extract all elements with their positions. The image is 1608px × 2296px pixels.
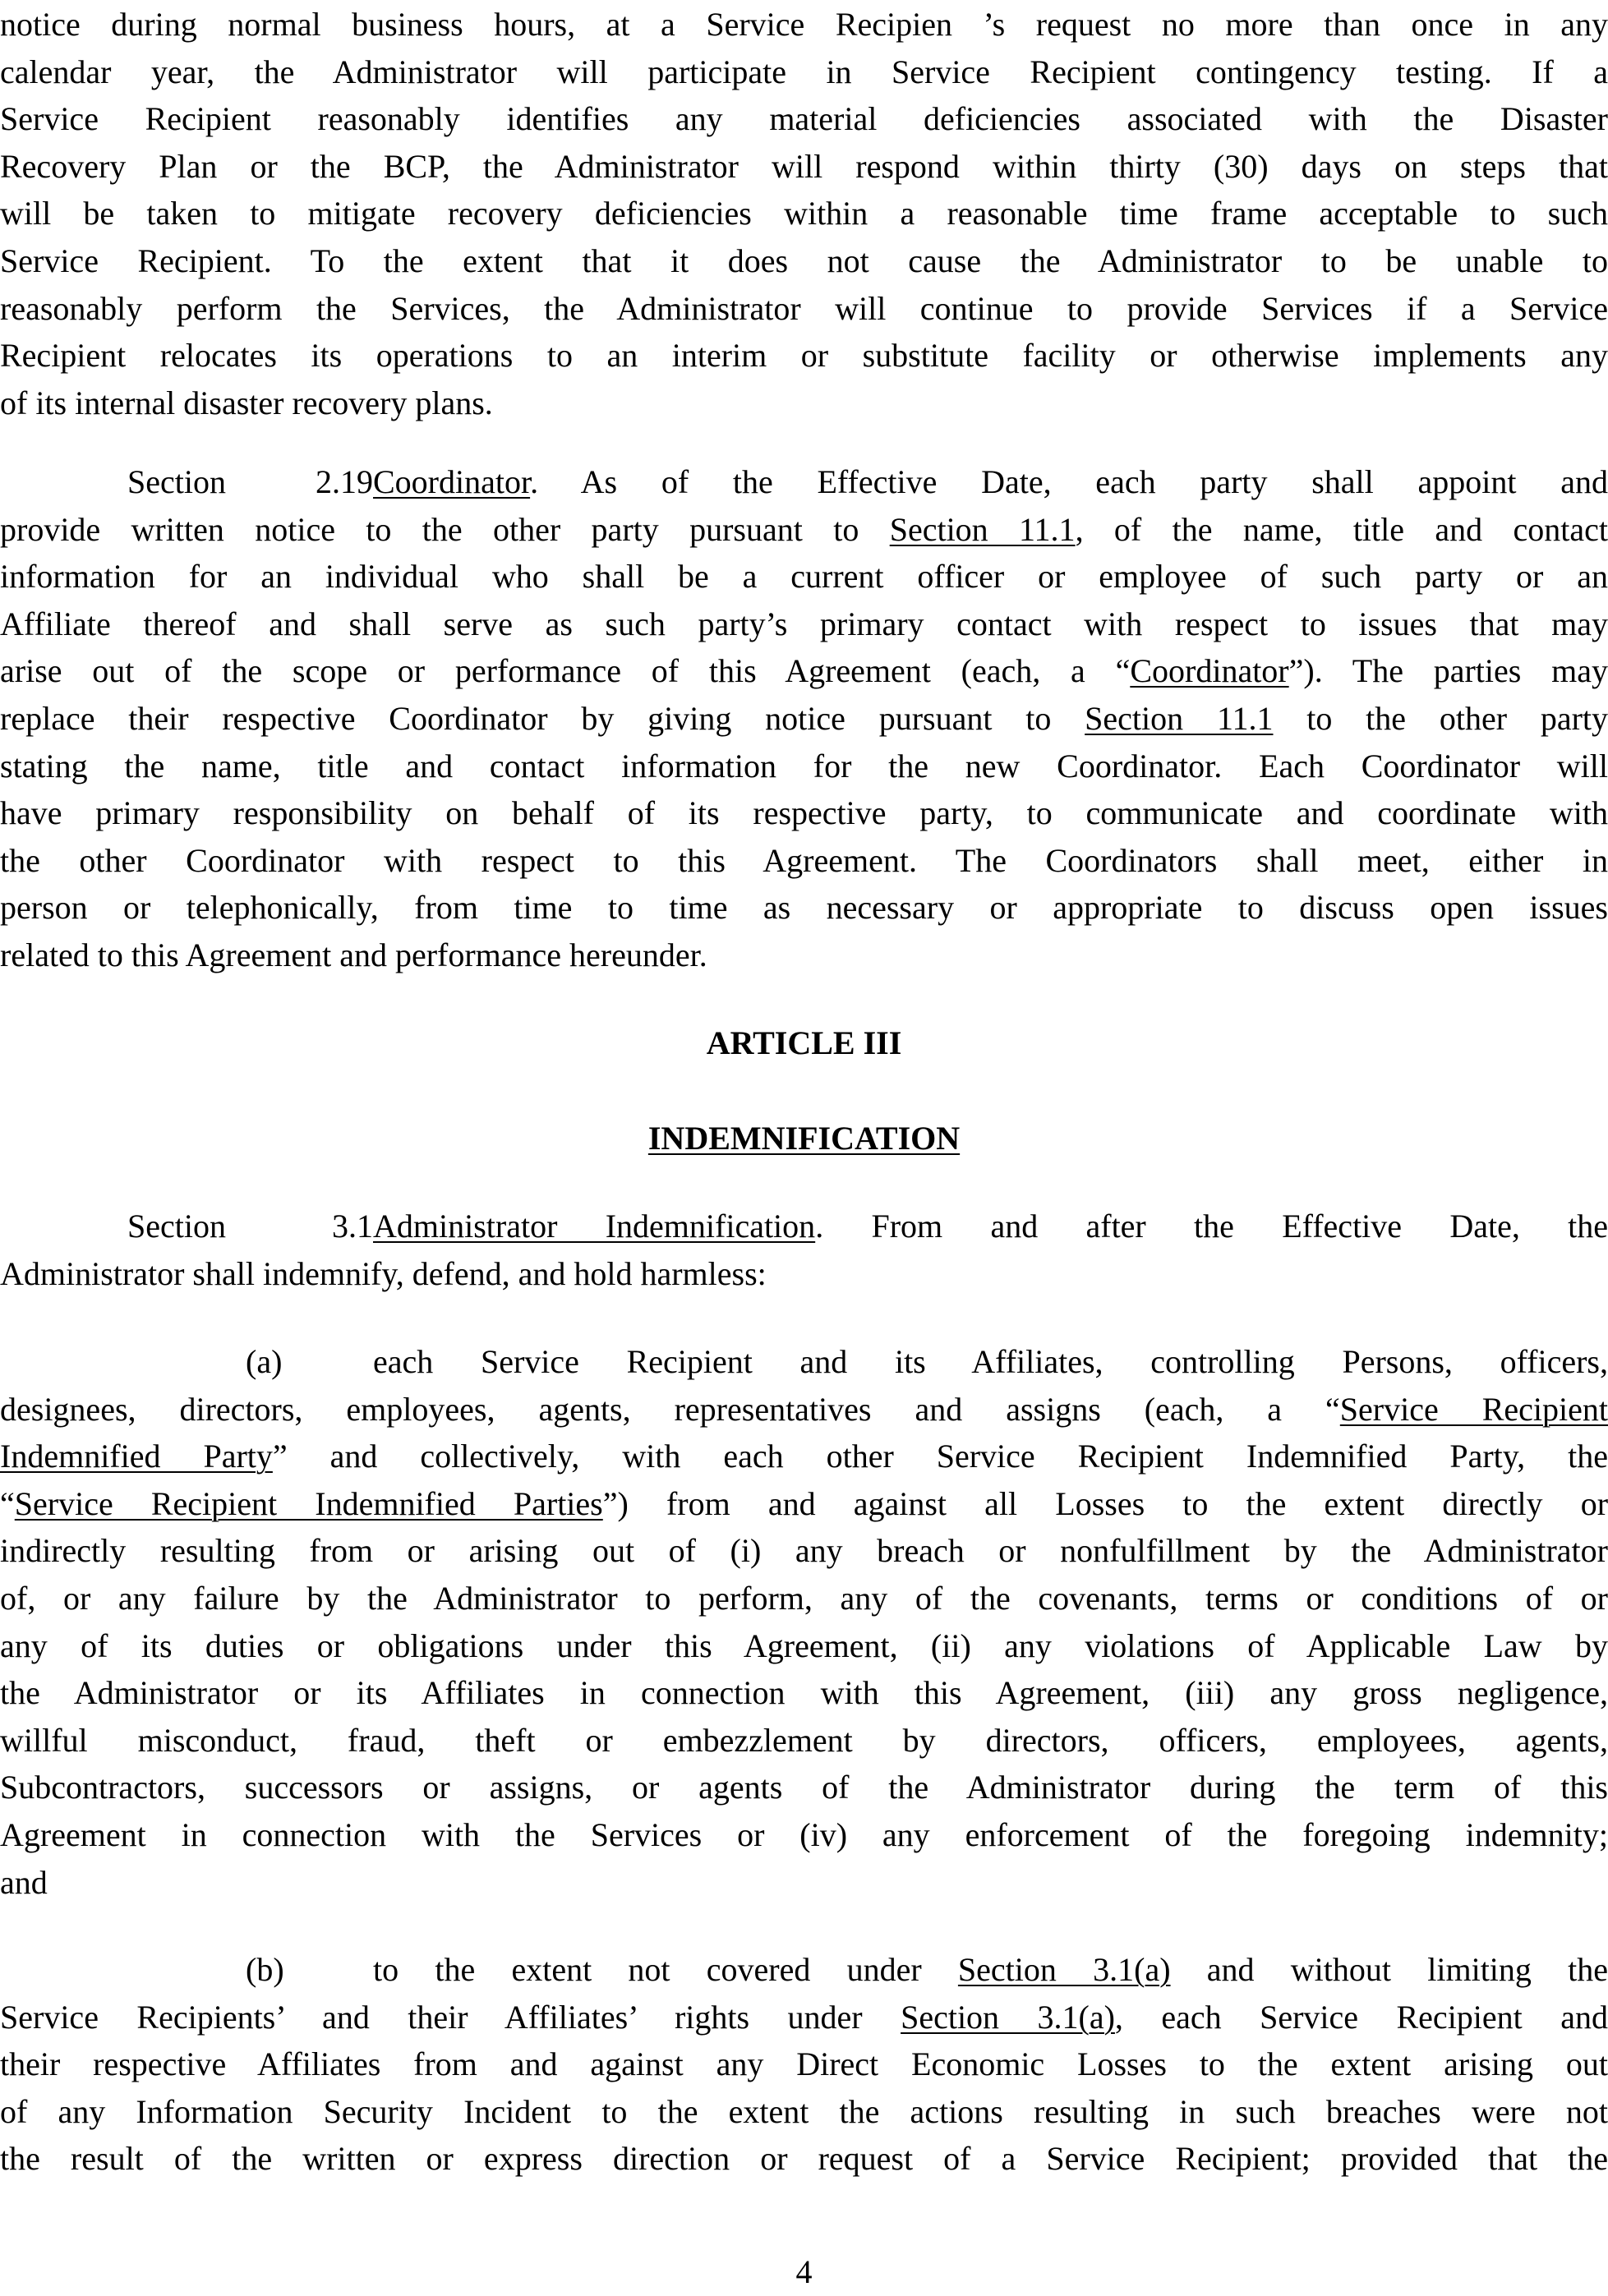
text-segment: willful misconduct, fraud, theft or embezzlement by directors, officers, employees, agents,: [0, 1721, 1608, 1759]
text-segment: Agreement in connection with the Services or (iv) any enforcement of the foregoing indemnity;: [0, 1815, 1608, 1853]
text-segment: each Service Recipient and its Affiliates, controlling Persons, officers,: [373, 1343, 1608, 1380]
section-label: Section 3.1: [127, 1208, 373, 1245]
section-label: (a): [246, 1343, 283, 1380]
text-segment: information for an individual who shall be a current officer or employee of such party or an: [0, 558, 1608, 596]
text-line: [0, 884, 1608, 932]
text-line: [0, 1480, 1608, 1528]
text-line: [0, 1764, 1608, 1811]
text-line: [0, 143, 1608, 191]
text-line: [0, 1811, 1608, 1859]
text-segment: Subcontractors, successors or assigns, or agents of the Administrator during the term of this: [0, 1769, 1608, 1806]
text-segment: stating the name, title and contact information for the new Coordinator. Each Coordinator will: [0, 747, 1608, 785]
clause-a: [0, 1338, 1608, 1906]
text-line: [0, 1859, 1608, 1907]
text-segment: “: [0, 1484, 15, 1522]
defined-term-reference: Coordinator: [373, 463, 531, 500]
text-segment: reasonably perform the Services, the Administrator will continue to provide Services if a Service: [0, 289, 1608, 327]
text-line: [0, 285, 1608, 333]
text-segment: provide written notice to the other party pursuant to: [0, 510, 890, 548]
line-text: [373, 1203, 1608, 1250]
text-line: [0, 2088, 1608, 2136]
text-line: [0, 1250, 1608, 1298]
text-segment: of its internal disaster recovery plans.: [0, 384, 493, 421]
section-label: Section 2.19: [127, 463, 373, 500]
text-line: [0, 837, 1608, 885]
text-line: [0, 695, 1608, 743]
defined-term-reference: Service Recipient Indemnified Parties: [14, 1484, 603, 1522]
defined-term-reference: Administrator Indemnification: [373, 1208, 816, 1245]
line-text: [373, 1338, 1608, 1386]
defined-term-reference: Section 3.1(a): [957, 1951, 1171, 1988]
text-line: [0, 506, 1608, 554]
text-segment: any of its duties or obligations under this Agreement, (ii) any violations of Applicable Law by: [0, 1627, 1608, 1664]
text-line: [0, 743, 1608, 790]
clause-b: [0, 1946, 1608, 2183]
text-line: [0, 553, 1608, 600]
line-text: [373, 458, 1608, 506]
text-segment: and: [0, 1863, 48, 1901]
text-segment: person or telephonically, from time to time as necessary or appropriate to discuss open issues: [0, 889, 1608, 927]
article-number: ARTICLE III: [706, 1024, 902, 1061]
text-segment: ”) from and against all Losses to the extent directly or: [602, 1484, 1608, 1522]
text-segment: arise out of the scope or performance of this Agreement (each, a “: [0, 652, 1131, 690]
text-segment: the Administrator or its Affiliates in connection with this Agreement, (iii) any gross negligence,: [0, 1674, 1608, 1712]
text-segment: Recipient relocates its operations to an interim or substitute facility or otherwise implements any: [0, 337, 1608, 375]
text-segment: replace their respective Coordinator by giving notice pursuant to: [0, 699, 1085, 737]
text-line: [0, 2135, 1608, 2183]
text-segment: . As of the Effective Date, each party shall appoint and: [530, 463, 1608, 500]
text-segment: Service Recipient. To the extent that it does not cause the Administrator to be unable to: [0, 242, 1608, 279]
text-line: [0, 380, 1608, 427]
text-segment: the result of the written or express direction or request of a Service Recipient; provided that the: [0, 2140, 1608, 2178]
text-line: [0, 1386, 1608, 1433]
text-segment: of, or any failure by the Administrator to perform, any of the covenants, terms or conditions of or: [0, 1579, 1608, 1617]
text-line: [0, 2041, 1608, 2088]
text-line: [0, 1946, 1608, 1994]
article-title: [0, 1115, 1608, 1162]
text-line: [0, 1433, 1608, 1480]
text-line: [0, 95, 1608, 143]
page-number: 4: [795, 2253, 813, 2290]
text-segment: , of the name, title and contact: [1075, 510, 1608, 548]
text-segment: designees, directors, employees, agents, representatives and assigns (each, a “: [0, 1390, 1340, 1428]
text-segment: . From and after the Effective Date, the: [815, 1208, 1608, 1245]
text-line: [0, 1338, 1608, 1386]
text-line: [0, 190, 1608, 237]
text-segment: related to this Agreement and performance hereunder.: [0, 936, 707, 973]
text-line: [0, 789, 1608, 837]
text-line: [0, 647, 1608, 695]
defined-term-reference: Section 11.1: [889, 510, 1076, 548]
text-segment: the other Coordinator with respect to this Agreement. The Coordinators shall meet, either in: [0, 841, 1608, 879]
text-line: [0, 932, 1608, 979]
text-segment: Service Recipient reasonably identifies any material deficiencies associated with the Disaster: [0, 100, 1608, 138]
text-segment: Affiliate thereof and shall serve as such party’s primary contact with respect to issues that may: [0, 605, 1608, 642]
section-label: (b): [246, 1951, 284, 1988]
text-line: [0, 1994, 1608, 2041]
text-segment: Recovery Plan or the BCP, the Administrator will respond within thirty (30) days on steps that: [0, 147, 1608, 185]
text-line: [0, 1203, 1608, 1250]
text-line: [0, 332, 1608, 380]
text-line: [0, 1575, 1608, 1622]
text-segment: their respective Affiliates from and against any Direct Economic Losses to the extent arising out: [0, 2045, 1608, 2083]
section-3-1-administrator-indemnification: [0, 1203, 1608, 1297]
text-line: [0, 458, 1608, 506]
text-line: [0, 1669, 1608, 1717]
text-segment: of any Information Security Incident to the extent the actions resulting in such breaches were not: [0, 2092, 1608, 2130]
text-segment: calendar year, the Administrator will participate in Service Recipient contingency testing. If a: [0, 53, 1608, 90]
text-segment: ” and collectively, with each other Service Recipient Indemnified Party, the: [272, 1438, 1608, 1475]
text-segment: Administrator shall indemnify, defend, and hold harmless:: [0, 1254, 767, 1292]
text-segment: ”). The parties may: [1288, 652, 1608, 690]
defined-term-reference: Section 11.1: [1085, 699, 1274, 737]
paragraph-continuation: [0, 1, 1608, 426]
section-2-19-coordinator: [0, 458, 1608, 979]
defined-term-reference: Section 3.1(a): [901, 1998, 1115, 2036]
text-line: [0, 237, 1608, 285]
article-title-text: INDEMNIFICATION: [647, 1120, 961, 1157]
text-segment: and without limiting the: [1170, 1951, 1608, 1988]
text-segment: will be taken to mitigate recovery deficiencies within a reasonable time frame acceptable to such: [0, 195, 1608, 232]
text-segment: to the extent not covered under: [373, 1951, 958, 1988]
text-segment: to the other party: [1273, 699, 1608, 737]
defined-term-reference: Service Recipient: [1339, 1390, 1608, 1428]
line-text: [373, 1946, 1608, 1994]
text-line: [0, 48, 1608, 96]
text-line: [0, 1, 1608, 48]
text-segment: notice during normal business hours, at a Service Recipien ’s request no more than once in any: [0, 6, 1608, 43]
text-line: [0, 600, 1608, 648]
text-segment: indirectly resulting from or arising out of (i) any breach or nonfulfillment by the Administrator: [0, 1532, 1608, 1570]
text-line: [0, 1717, 1608, 1765]
defined-term-reference: Indemnified Party: [0, 1438, 273, 1475]
text-segment: Service Recipients’ and their Affiliates’ rights under: [0, 1998, 901, 2036]
text-line: [0, 1527, 1608, 1575]
text-segment: , each Service Recipient and: [1114, 1998, 1608, 2036]
text-segment: have primary responsibility on behalf of its respective party, to communicate and coordinate with: [0, 794, 1608, 832]
defined-term-reference: Coordinator: [1130, 652, 1289, 690]
text-line: [0, 1622, 1608, 1670]
